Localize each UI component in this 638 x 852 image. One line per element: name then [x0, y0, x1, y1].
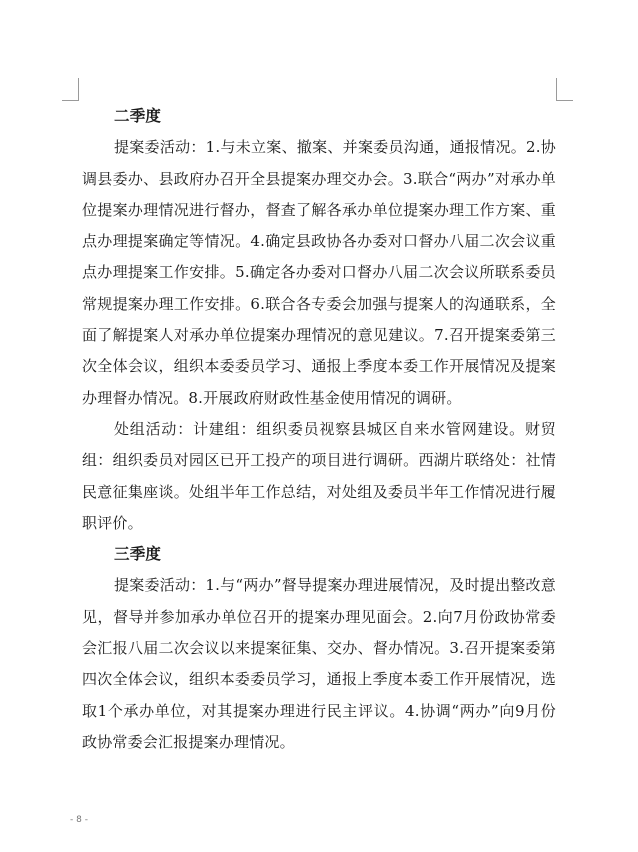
paragraph-q3-proposal-committee: 提案委活动：1.与“两办”督导提案办理进展情况，及时提出整改意见，督导并参加承办单位召开的提案办理见面会。2.向7月份政协常委会汇报八届二次会议以来提案征集、交办、督办情况。3.召开提案委第四次全体会议，组织本委委员学习，通报上季度本委工作开展情况，选取1个承办单位，对其提案办理进行民主评议。4.协调“两办”向9月份政协常委会汇报提案办理情况。: [82, 576, 556, 751]
paragraph-q2-proposal-committee: 提案委活动：1.与未立案、撤案、并案委员沟通，通报情况。2.协调县委办、县政府办召开全县提案办理交办会。3.联合“两办”对承办单位提案办理情况进行督办，督查了解各承办单位提案办理工作方案、重点办理提案确定等情况。4.确定县政协各办委对口督办八届二次会议重点办理提案工作安排。5.确定各办委对口督办八届二次会议所联系委员常规提案办理工作安排。6.联合各专委会加强与提案人的沟通联系，全面了解提案人对承办单位提案办理情况的意见建议。7.召开提案委第三次全体会议，组织本委委员学习、通报上季度本委工作开展情况及提案办理督办情况。8.开展政府财政性基金使用情况的调研。: [82, 138, 556, 407]
section-heading-q2: 二季度: [114, 107, 162, 125]
page-body: [82, 101, 556, 758]
page-number: - 8 -: [70, 815, 88, 825]
paragraph-q2-groups: 处组活动：计建组：组织委员视察县城区自来水管网建设。财贸组：组织委员对园区已开工投产的项目进行调研。西湖片联络处：社情民意征集座谈。处组半年工作总结，对处组及委员半年工作情况进行履职评价。: [82, 419, 556, 532]
crop-mark-top-left: [62, 78, 79, 101]
crop-mark-top-right: [556, 78, 573, 101]
section-heading-q3: 三季度: [114, 545, 162, 564]
